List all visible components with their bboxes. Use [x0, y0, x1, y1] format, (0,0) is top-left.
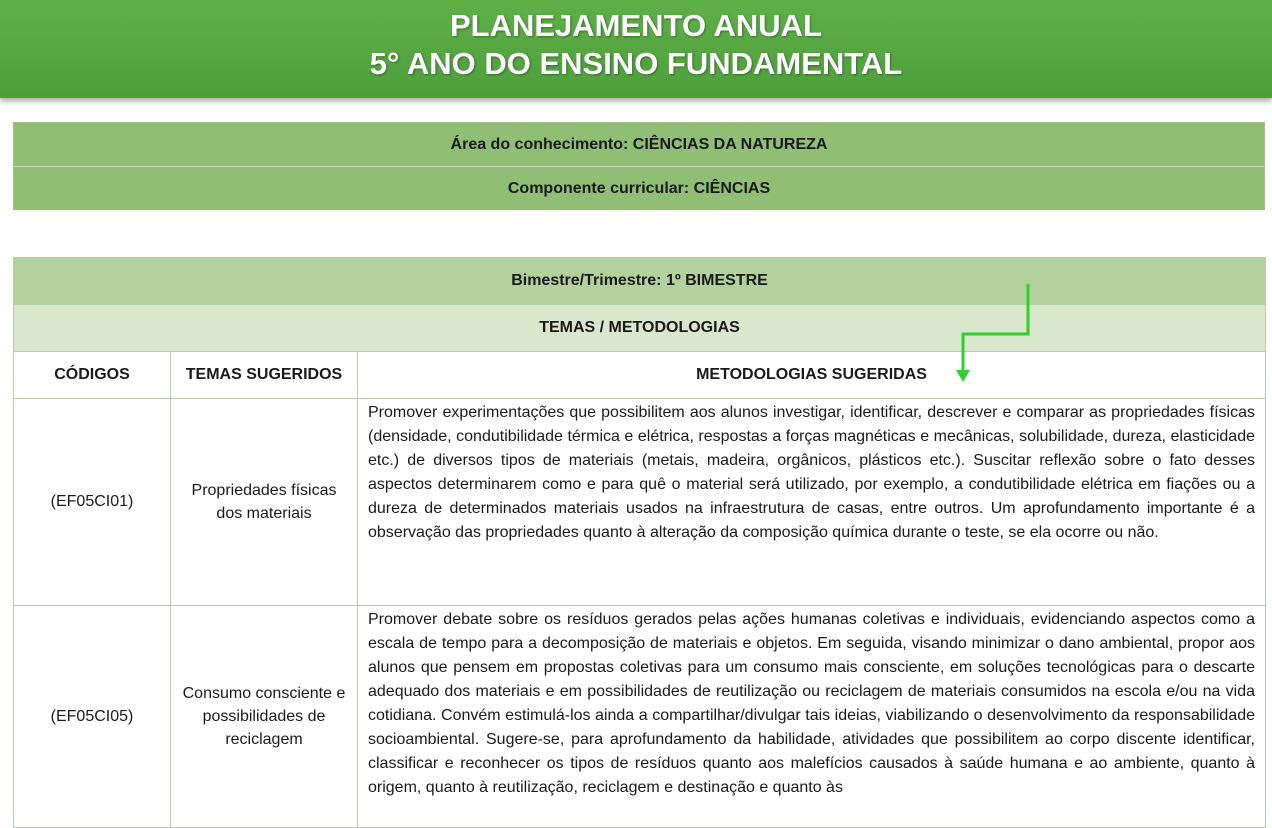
curricular-component: Componente curricular: CIÊNCIAS — [14, 167, 1264, 210]
row-methodology: Promover debate sobre os resíduos gerados pelas ações humanas coletivas e individuais, evidenciando aspectos como a escala de tempo para a decomposição de materiais e objetos. Em seguida, visando minimizar o dano ambiental, propor aos alunos que pensem em propostas coletivas para um consumo mais consciente, em soluções tecnológicas para o descarte adequado dos materiais e em possibilidades de reutilização ou reciclagem de materiais consumidos na escola e/ou na vida cotidiana. Convém estimulá-los ainda a compartilhar/divulgar tais ideias, viabilizando o desenvolvimento da responsabilidade socioambiental. Sugere-se, para aprofundamento da habilidade, atividades que possibilitem ao corpo discente identificar, classificar e reconhecer os tipos de resíduos quanto aos malefícios causados à saúde humana e ao ambiente, quanto à origem, quanto à reutilização, reciclagem e destinação e quanto às — [358, 606, 1266, 828]
row-code: (EF05CI01) — [14, 399, 171, 606]
col-header-metodologias: METODOLOGIAS SUGERIDAS — [358, 352, 1266, 399]
table-header-row — [14, 352, 1266, 399]
bimestre-label: Bimestre/Trimestre: 1º BIMESTRE — [14, 258, 1266, 305]
info-box — [13, 122, 1265, 210]
planning-table — [13, 257, 1266, 828]
table-row — [14, 399, 1266, 606]
title-line-1: PLANEJAMENTO ANUAL — [449, 8, 822, 43]
temas-row — [14, 305, 1266, 352]
arrow-annotation-icon — [955, 282, 1035, 387]
col-header-codigos: CÓDIGOS — [14, 352, 171, 399]
table-row — [14, 606, 1266, 828]
knowledge-area: Área do conhecimento: CIÊNCIAS DA NATUREZA — [14, 123, 1264, 167]
row-methodology: Promover experimentações que possibilitem aos alunos investigar, identificar, descrever e comparar as propriedades físicas (densidade, condutibilidade térmica e elétrica, respostas a forças magnéticas e mecânicas, solubilidade, dureza, elasticidade etc.) de diversos tipos de materiais (metais, madeira, orgânicos, plásticos etc.). Suscitar reflexão sobre o fato desses aspectos determinarem como e para quê o material será utilizado, por exemplo, a condutibilidade elétrica em fiações ou a dureza de determinados materiais usados na infraestrutura de casas, entre outros. Um aprofundamento importante é a observação das propriedades quanto à alteração da composição química durante o teste, se ela ocorre ou não. — [358, 399, 1266, 606]
temas-title: TEMAS / METODOLOGIAS — [14, 305, 1266, 352]
row-theme: Consumo consciente e possibilidades de reciclagem — [171, 606, 358, 828]
bimestre-row — [14, 258, 1266, 305]
title-line-2: 5° ANO DO ENSINO FUNDAMENTAL — [369, 46, 903, 81]
row-theme: Propriedades físicas dos materiais — [171, 399, 358, 606]
col-header-temas: TEMAS SUGERIDOS — [171, 352, 358, 399]
title-banner — [0, 0, 1272, 98]
row-code: (EF05CI05) — [14, 606, 171, 828]
